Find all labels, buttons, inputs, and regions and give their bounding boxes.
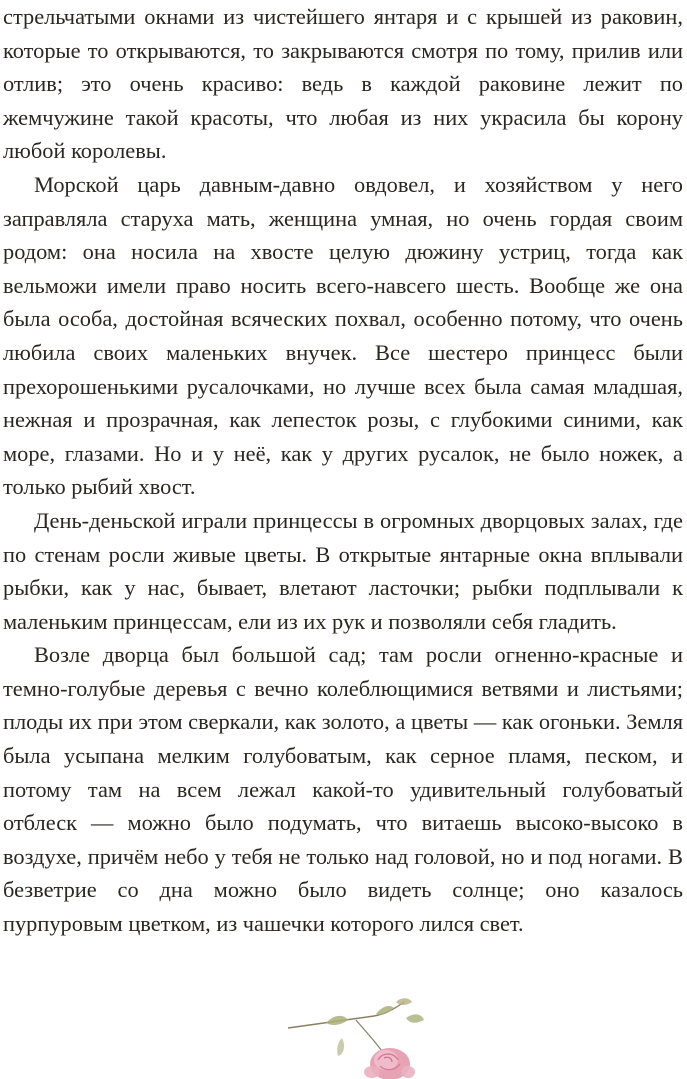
body-text bbox=[3, 0, 683, 941]
paragraph-4: Возле дворца был большой сад; там росли огненно-красные и темно-голубые деревья с вечно колеблющимися ветвями и листьями; плоды их при этом сверкали, как золото, а цветы — как огоньки. Земля была усыпана мелким голубоватым, как серное пламя, песком, и потому там на всем лежал какой-то удивительный голубоватый отблеск — можно было подумать, что витаешь высоко-высоко в воздухе, причём небо у тебя не только над головой, но и под ногами. В безветрие со дна можно было видеть солнце; оно казалось пурпуровым цветком, из чашечки которого лился свет. bbox=[3, 642, 683, 937]
paragraph-2: Морской царь давным-давно овдовел, и хозяйством у него заправляла старуха мать, женщина умная, но очень гордая своим родом: она носила на хвосте целую дюжину устриц, тогда как вельможи имели право носить всего-навсего шесть. Вообще же она была особа, достойная всяческих похвал, особенно потому, что очень любила своих маленьких внучек. Все шестеро принцесс были прехорошенькими русалочками, но лучше всех была самая младшая, нежная и прозрачная, как лепесток розы, с глубокими синими, как море, глазами. Но и у неё, как у других русалок, не было ножек, а только рыбий хвост. bbox=[3, 171, 683, 500]
paragraph-3: День-деньской играли принцессы в огромных дворцовых залах, где по стенам росли живые цветы. В открытые янтарные окна вплывали рыбки, как у нас, бывает, влетают ласточки; рыбки подплывали к маленьким принцессам, ели из их рук и позволяли себя гладить. bbox=[3, 507, 683, 634]
rose-icon bbox=[286, 998, 436, 1079]
paragraph-1: стрельчатыми окнами из чистейшего янтаря и с крышей из раковин, которые то открываются, то закрываются смотря по тому, прилив или отлив; это очень красиво: ведь в каждой раковине лежит по жемчужине такой красоты, что любая из них украсила бы корону любой королевы. bbox=[3, 4, 683, 164]
